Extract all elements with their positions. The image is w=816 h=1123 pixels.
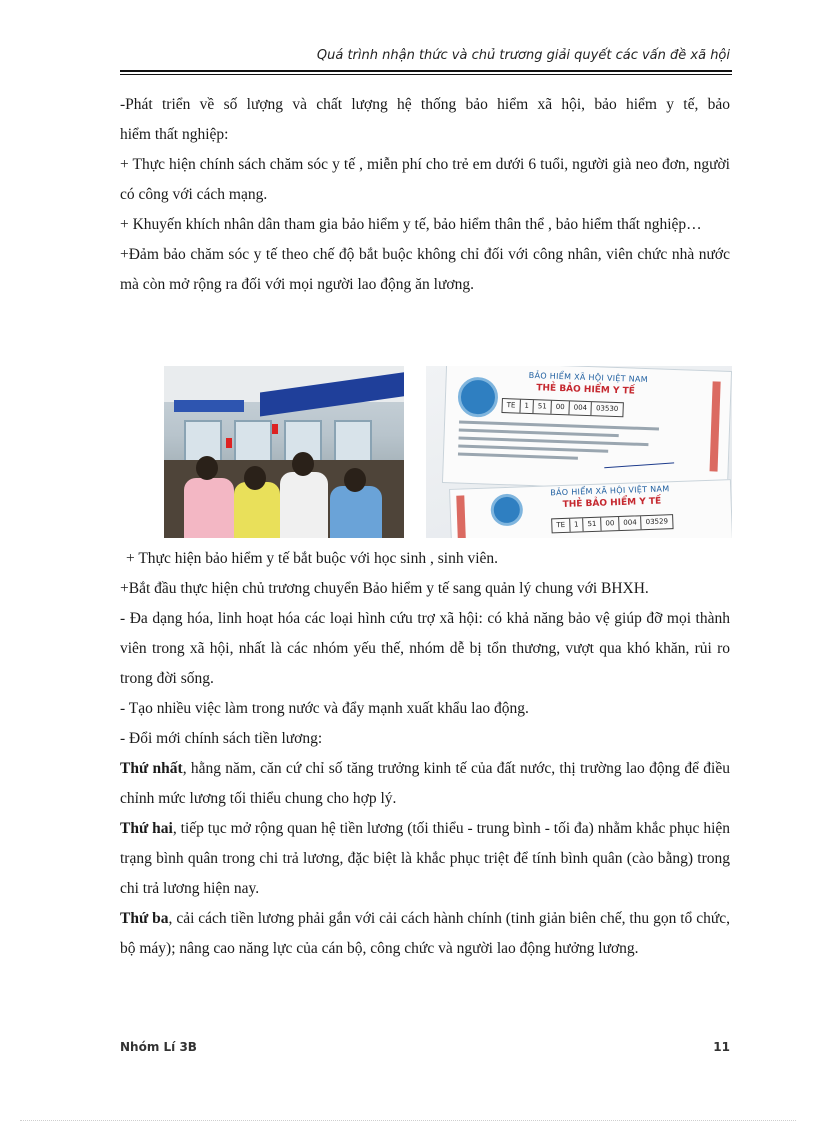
card-org: BẢO HIỂM XÃ HỘI VIỆT NAM xyxy=(528,370,649,385)
card-number-cell: TE xyxy=(502,399,520,413)
page-edge-divider xyxy=(20,1120,796,1121)
red-stamp xyxy=(710,381,721,471)
person-head xyxy=(344,468,366,492)
insurance-card-back xyxy=(449,479,732,538)
paragraph-1-line-1: -Phát triển về số lượng và chất lượng hệ thống bảo hiểm xã hội, bảo hiểm y tế, bảo xyxy=(120,96,730,113)
paragraph-9: - Đổi mới chính sách tiền lương: xyxy=(120,730,323,747)
card-number-cell: 00 xyxy=(552,401,570,415)
red-mark xyxy=(226,438,232,448)
point-3-text: , cải cách tiền lương phải gắn với cải cách hành chính (tinh giản biên chế, thu gọn tổ chức, bộ máy); nâng cao năng lực của cán bộ, công chức và người lao động hưởng lương. xyxy=(120,910,730,957)
small-sign-icon xyxy=(174,400,244,412)
figure-row xyxy=(164,366,731,538)
person xyxy=(280,472,328,538)
insurance-card-photo xyxy=(426,366,732,538)
card-detail-line xyxy=(458,445,608,453)
red-stamp xyxy=(456,495,466,538)
card-number-table xyxy=(551,514,673,533)
card-title: THẺ BẢO HIỂM Y TẾ xyxy=(562,496,662,510)
card-number-cell: 51 xyxy=(583,518,601,532)
person-head xyxy=(196,456,218,480)
person xyxy=(184,478,234,538)
paragraph-7: - Đa dạng hóa, linh hoạt hóa các loại hình cứu trợ xã hội: có khả năng bảo vệ giúp đỡ mọi thành viên trong xã hội, nhất là các nhóm yếu thế, nhóm dễ bị tổn thương, vượt qua khó khăn, rủi ro trong đời sống. xyxy=(120,610,730,687)
point-1-label: Thứ nhất xyxy=(120,760,183,777)
card-number-cell: 004 xyxy=(569,401,592,415)
person-head xyxy=(244,466,266,490)
insurance-logo-icon xyxy=(490,493,523,526)
card-number-cell: 1 xyxy=(520,400,534,413)
card-title: THẺ BẢO HIỂM Y TẾ xyxy=(536,383,636,397)
card-number-table xyxy=(501,398,623,417)
insurance-card-front xyxy=(442,366,732,493)
header-rule-thin xyxy=(120,74,732,75)
point-2-text: , tiếp tục mở rộng quan hệ tiền lương (tối thiểu - trung bình - tối đa) nhằm khắc phục hiện trạng bình quân trong chi trả lương, đặc biệt là khắc phục triệt để tính bình quân (cào bằng) trong chi trả lương hiện nay. xyxy=(120,820,731,897)
paragraph-4: +Đảm bảo chăm sóc y tế theo chế độ bắt buộc không chỉ đối với công nhân, viên chức nhà nước mà còn mở rộng ra đối với mọi người lao động ăn lương. xyxy=(120,246,730,293)
card-number-cell: 00 xyxy=(601,517,619,531)
paragraph-3: + Khuyến khích nhân dân tham gia bảo hiểm y tế, bảo hiểm thân thể , bảo hiểm thất nghiệp… xyxy=(120,216,702,233)
footer-group: Nhóm Lí 3B xyxy=(120,1040,197,1054)
paragraph-11 xyxy=(120,814,730,904)
card-detail-line xyxy=(459,429,619,438)
paragraph-5: + Thực hiện bảo hiểm y tế bắt buộc với học sinh , sinh viên. xyxy=(126,550,499,567)
card-number-cell: 004 xyxy=(619,516,642,530)
paragraph-8: - Tạo nhiều việc làm trong nước và đẩy mạnh xuất khẩu lao động. xyxy=(120,700,529,717)
card-number-cell: 1 xyxy=(570,518,584,531)
insurance-logo-icon xyxy=(457,376,498,417)
point-2-label: Thứ hai xyxy=(120,820,173,837)
section-reform xyxy=(120,544,730,964)
red-mark xyxy=(272,424,278,434)
hospital-counter-photo xyxy=(164,366,404,538)
signature xyxy=(604,452,675,468)
card-detail-line xyxy=(458,453,578,460)
paragraph-6: +Bắt đầu thực hiện chủ trương chuyển Bảo hiểm y tế sang quản lý chung với BHXH. xyxy=(120,580,649,597)
card-number-cell: 03529 xyxy=(645,517,669,527)
page-number: 11 xyxy=(713,1040,730,1054)
paragraph-10 xyxy=(120,754,730,814)
card-number-cell: TE xyxy=(552,519,570,533)
person xyxy=(234,482,280,538)
card-number-cell: 03530 xyxy=(595,404,619,414)
point-1-text: , hằng năm, căn cứ chỉ số tăng trưởng kinh tế của đất nước, thị trường lao động để điều chỉnh mức lương tối thiểu chung cho hợp lý. xyxy=(120,760,730,807)
paragraph-12 xyxy=(120,904,730,964)
point-3-label: Thứ ba xyxy=(120,910,169,927)
section-social-insurance xyxy=(120,90,730,300)
card-org: BẢO HIỂM XÃ HỘI VIỆT NAM xyxy=(550,484,670,498)
person-head xyxy=(292,452,314,476)
paragraph-2: + Thực hiện chính sách chăm sóc y tế , miễn phí cho trẻ em dưới 6 tuổi, người già neo đơn, người có công với cách mạng. xyxy=(120,156,730,203)
running-header: Quá trình nhận thức và chủ trương giải quyết các vấn đề xã hội xyxy=(316,48,730,63)
person xyxy=(330,486,382,538)
card-number-cell: 51 xyxy=(534,400,552,414)
header-rule-thick xyxy=(120,70,732,72)
paragraph-1-line-2: hiểm thất nghiệp: xyxy=(120,126,229,143)
